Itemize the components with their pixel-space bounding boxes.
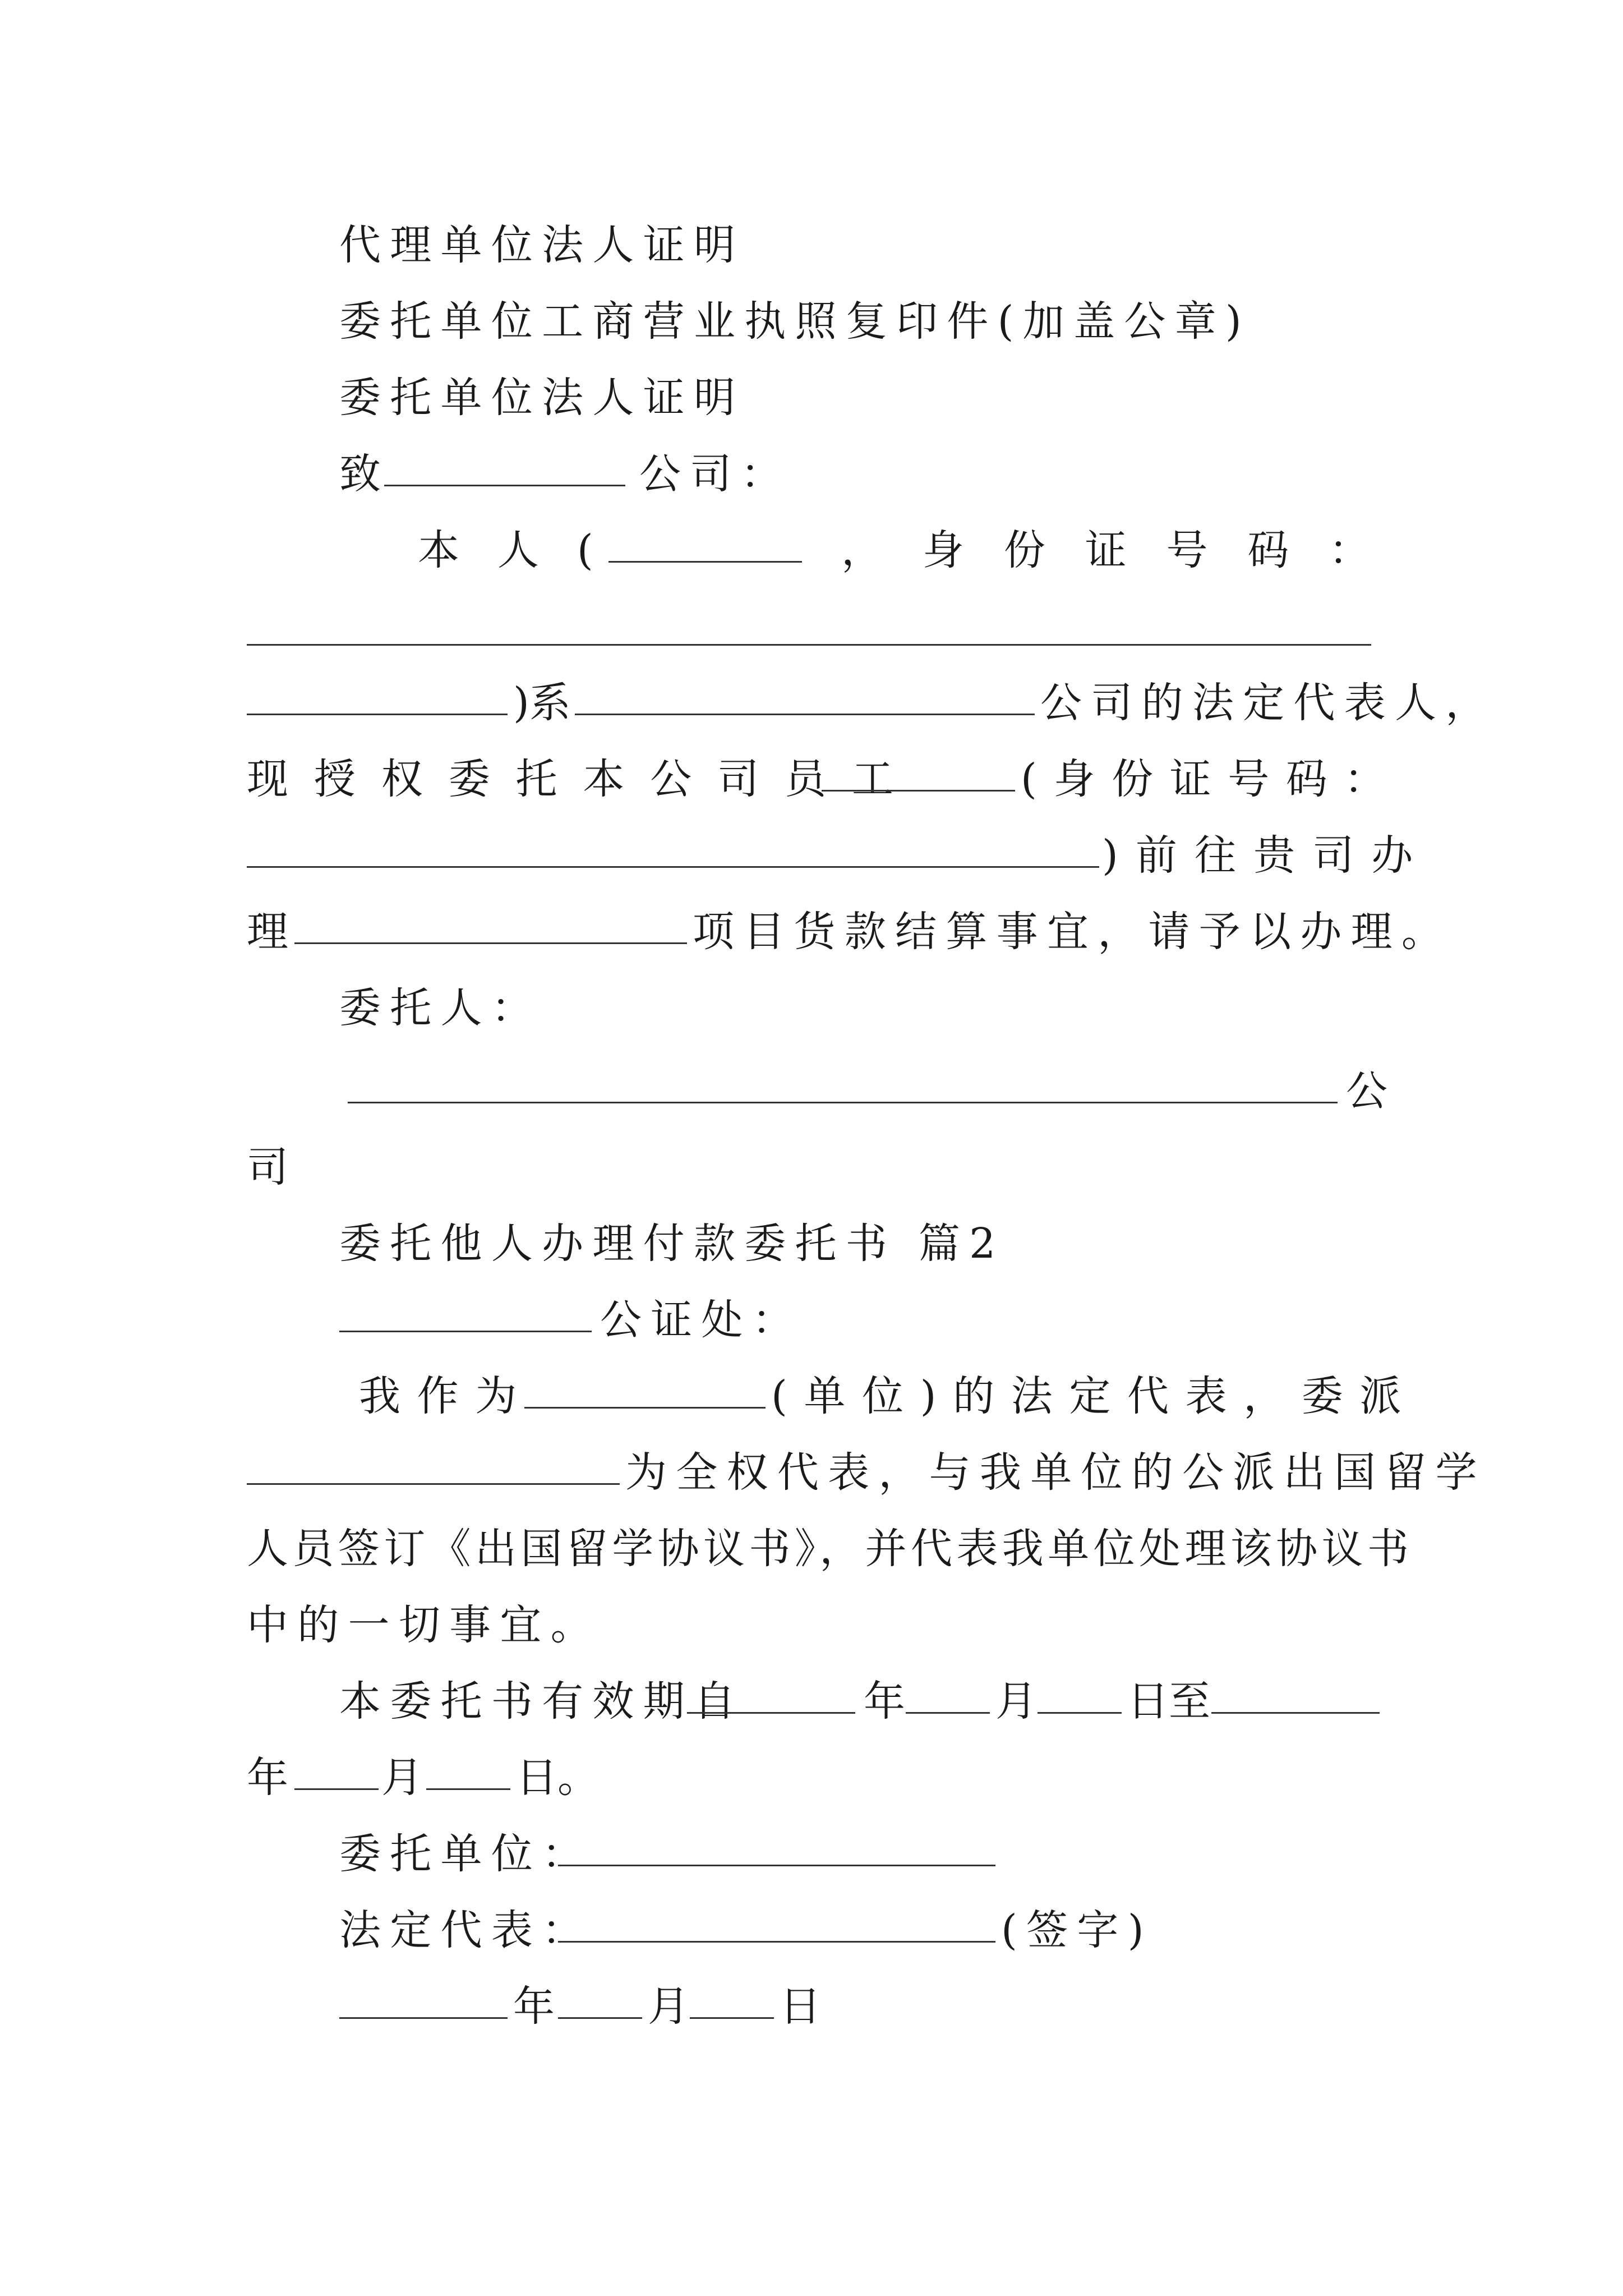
doc-text: 为全权代表，与我单位的公派出国留学: [625, 1448, 1486, 1497]
doc-text: 代理单位法人证明: [339, 221, 745, 269]
doc-text: (身份证号码：: [1021, 755, 1403, 803]
doc-text: 年: [513, 1982, 555, 2031]
doc-line-6: [0, 672, 1623, 734]
fill-blank[interactable]: [348, 1060, 1338, 1103]
doc-text: (单位)的法定代表，委派: [771, 1372, 1418, 1420]
doc-text: 月: [381, 1754, 423, 1802]
doc-text: 公司：: [639, 450, 791, 498]
doc-line-18: [0, 1594, 1623, 1656]
fill-blank[interactable]: [558, 1823, 995, 1866]
fill-blank[interactable]: [687, 1671, 855, 1714]
fill-blank[interactable]: [384, 443, 625, 486]
doc-text: 月: [995, 1677, 1037, 1726]
doc-text: 现授权委托本公司员工: [247, 755, 919, 803]
doc-text: 委托单位工商营业执照复印件(加盖公章): [339, 297, 1251, 346]
doc-text: 本 人 (: [418, 526, 606, 574]
doc-text: 本委托书有效期自: [339, 1677, 745, 1726]
fill-blank[interactable]: [426, 1747, 510, 1790]
fill-blank[interactable]: [247, 825, 1099, 868]
fill-blank[interactable]: [906, 1671, 990, 1714]
doc-text: 日: [780, 1982, 821, 2031]
doc-text: 公司的法定代表人，: [1040, 679, 1496, 727]
doc-text: 委托单位法人证明: [339, 374, 745, 422]
underline-rule[interactable]: [247, 644, 1371, 646]
fill-blank[interactable]: [524, 1365, 766, 1409]
fill-blank[interactable]: [247, 672, 508, 715]
doc-text: 理: [247, 908, 288, 956]
fill-blank[interactable]: [690, 1976, 774, 2019]
fill-blank[interactable]: [575, 672, 1035, 715]
doc-line-15: [0, 1365, 1623, 1427]
doc-line-17: [0, 1518, 1623, 1580]
doc-line-12: [0, 1137, 1623, 1198]
doc-line-11: [0, 1060, 1623, 1122]
fill-blank[interactable]: [339, 1289, 592, 1332]
doc-text: 司: [247, 1143, 288, 1191]
fill-blank[interactable]: [558, 1976, 642, 2019]
fill-blank[interactable]: [822, 748, 1015, 792]
doc-line-23: [0, 1976, 1623, 2037]
doc-line-19: [0, 1671, 1623, 1732]
doc-text: 致: [339, 450, 381, 498]
fill-blank[interactable]: [294, 901, 687, 944]
doc-text: ， 身 份 证 号 码 ：: [841, 526, 1384, 574]
doc-text: 委托单位：: [339, 1830, 593, 1878]
fill-blank[interactable]: [294, 1747, 379, 1790]
doc-line-16: [0, 1442, 1623, 1503]
doc-line-4: [0, 443, 1623, 505]
doc-text: )前往贵司办: [1102, 831, 1431, 880]
doc-text: 中的一切事宜。: [247, 1601, 601, 1649]
doc-text: 公: [1346, 1067, 1387, 1115]
doc-line-14: [0, 1289, 1623, 1351]
doc-line-10: [0, 977, 1623, 1039]
doc-text: 年: [247, 1754, 288, 1802]
doc-text: 项目货款结算事宜，请予以办理。: [693, 908, 1453, 956]
fill-blank[interactable]: [558, 1899, 995, 1943]
doc-line-8: [0, 825, 1623, 886]
fill-blank[interactable]: [608, 519, 802, 563]
fill-blank[interactable]: [247, 1442, 620, 1485]
doc-text: 人员签订《出国留学协议书》，并代表我单位处理该协议书: [247, 1525, 1413, 1573]
doc-text: 月: [648, 1982, 689, 2031]
doc-text: 我作为: [359, 1372, 533, 1420]
doc-text: 法定代表：: [339, 1906, 593, 1954]
fill-blank[interactable]: [1038, 1671, 1122, 1714]
doc-line-7: [0, 748, 1623, 810]
doc-text: 公证处：: [600, 1296, 803, 1344]
doc-line-22: [0, 1899, 1623, 1961]
doc-text: 年: [864, 1677, 905, 1726]
doc-line-3: [0, 367, 1623, 429]
doc-text: 委托人：: [339, 984, 542, 1032]
doc-text: 委托他人办理付款委托书 篇2: [339, 1220, 1005, 1268]
section-heading: [0, 1213, 1623, 1274]
doc-text: 日。: [516, 1754, 599, 1802]
doc-text: )系: [513, 679, 571, 727]
doc-line-2: [0, 291, 1623, 352]
doc-text: 日至: [1127, 1677, 1210, 1726]
fill-blank[interactable]: [1211, 1671, 1380, 1714]
doc-line-20: [0, 1747, 1623, 1809]
doc-line-9: [0, 901, 1623, 963]
doc-line-5: [0, 519, 1623, 581]
doc-line-1: [0, 214, 1623, 276]
doc-line-21: [0, 1823, 1623, 1885]
fill-blank[interactable]: [339, 1976, 508, 2019]
doc-text: (签字): [1001, 1906, 1153, 1954]
